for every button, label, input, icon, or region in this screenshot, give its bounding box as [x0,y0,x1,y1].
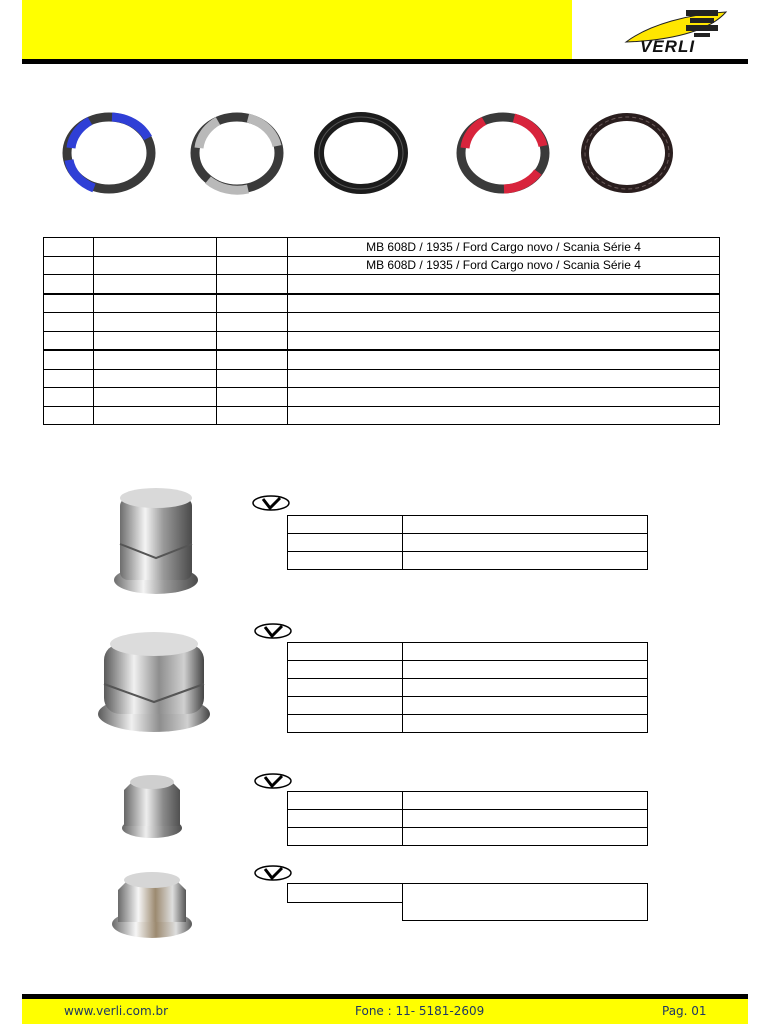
table-row [44,369,720,388]
table-row [44,406,720,425]
table-row [44,275,720,294]
table-row [288,810,648,828]
table-row [288,679,648,697]
spec-table-1 [287,515,648,570]
verli-v-icon [254,865,292,881]
footer-phone: Fone : 11- 5181-2609 [355,1004,485,1018]
application-cell: MB 608D / 1935 / Ford Cargo novo / Scania Série 4 [288,238,720,257]
application-cell: MB 608D / 1935 / Ford Cargo novo / Scania Série 4 [288,256,720,275]
table-row [44,350,720,369]
lug-nut-cover-tall-image [110,484,202,600]
steering-cover-blue [60,110,158,196]
application-cell [288,369,720,388]
application-cell [288,313,720,332]
table-row [288,792,648,810]
table-row [288,643,648,661]
application-cell [288,406,720,425]
table-row [288,516,648,534]
application-cell [288,350,720,369]
table-row [288,661,648,679]
footer-website-link[interactable]: www.verli.com.br [64,1004,169,1018]
steering-cover-brown [578,110,676,196]
steering-cover-black [312,110,410,196]
hex-nut-cap-image [112,768,192,842]
spec-table-3 [287,791,648,846]
application-cell [288,275,720,294]
verli-v-icon [252,495,290,511]
table-row [288,534,648,552]
table-row [44,256,720,275]
header-band [22,0,572,59]
verli-v-icon [254,773,292,789]
footer-page-number: Pag. 01 [662,1004,707,1018]
table-row [288,552,648,570]
application-cell [288,331,720,350]
table-row [44,331,720,350]
steering-cover-silver [188,110,286,196]
spec-table-2 [287,642,648,733]
application-cell [288,388,720,407]
product-grid-table [43,237,720,425]
table-row [44,388,720,407]
verli-logo [620,6,732,58]
verli-v-icon [254,623,292,639]
table-row [44,238,720,257]
table-row [44,294,720,313]
table-row [288,828,648,846]
table-row [288,697,648,715]
table-row [44,313,720,332]
lug-nut-cover-wide-image [94,624,214,736]
application-cell [288,294,720,313]
spec-table-4 [287,883,648,921]
table-row [288,884,648,903]
low-nut-cap-image [108,866,196,942]
header-rule [22,59,748,64]
steering-cover-red [454,110,552,196]
table-row [288,715,648,733]
logo-text: VERLI [640,37,696,56]
